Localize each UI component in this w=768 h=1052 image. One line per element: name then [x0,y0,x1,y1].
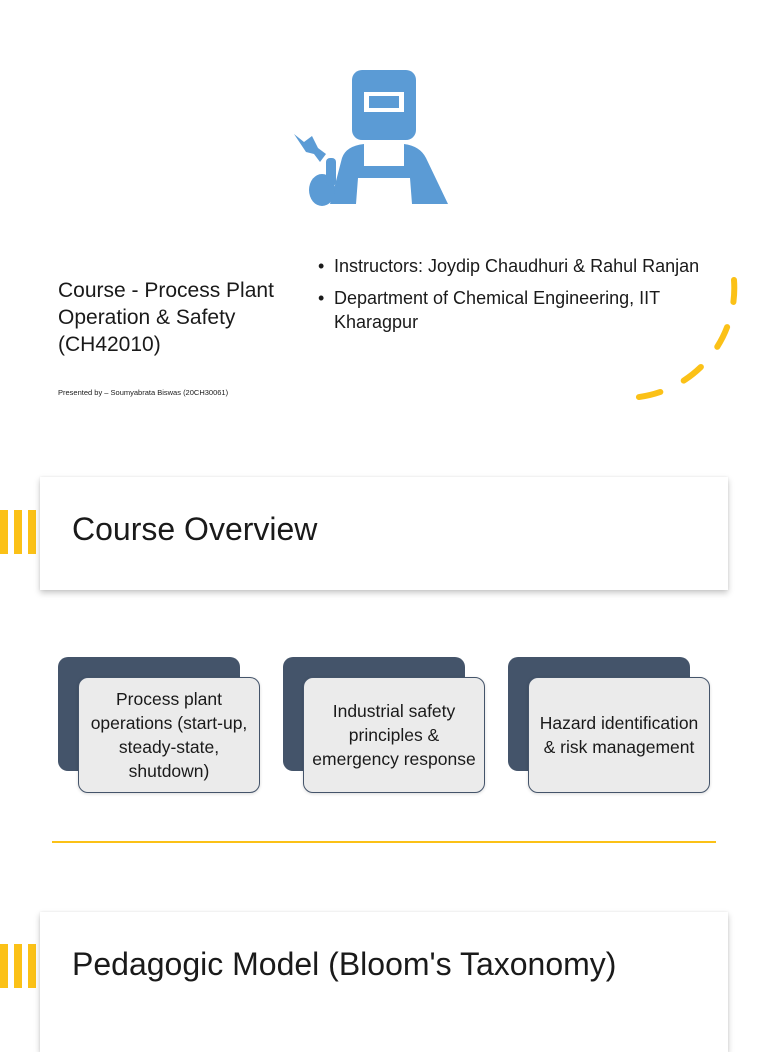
section-card-pedagogic [40,912,728,1052]
welder-icon [290,66,450,208]
decorative-dashed-arc [610,270,750,410]
presenter-credit: Presented by – Soumyabrata Biswas (20CH30061) [58,388,229,397]
instructors-item: • Instructors: Joydip Chaudhuri & Rahul Ranjan [318,254,718,278]
overview-box-hazard: Hazard identification & risk management [528,677,710,793]
section-title: Course Overview [72,511,318,547]
department-item: • Department of Chemical Engineering, IIT Kharagpur [318,286,718,334]
section-accent-bars [0,944,40,988]
section-accent-bars [0,510,40,554]
section-title: Pedagogic Model (Bloom's Taxonomy) [72,946,617,982]
course-title: Course - Process Plant Operation & Safety (CH42010) [58,279,274,356]
section-divider [52,841,716,843]
section-card-overview [40,477,728,590]
overview-box-operations: Process plant operations (start-up, steady-state, shutdown) [78,677,260,793]
overview-box-safety: Industrial safety principles & emergency response [303,677,485,793]
